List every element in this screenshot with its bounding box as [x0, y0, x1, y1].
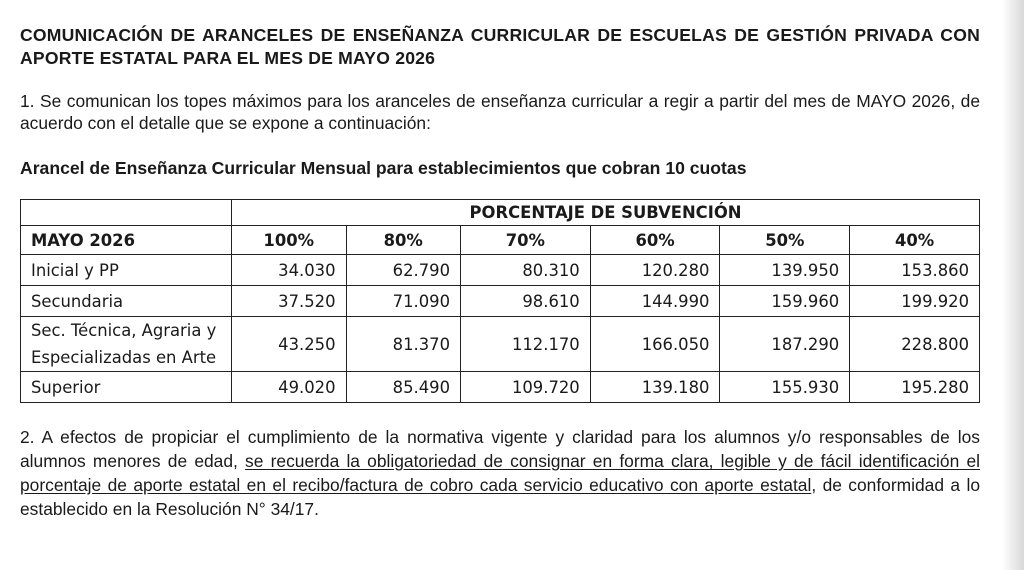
row-label: Inicial y PP: [21, 255, 232, 286]
tariff-table: [20, 199, 980, 403]
table-header-row: [21, 226, 980, 255]
paragraph-2: [20, 425, 980, 521]
table-cell: 139.180: [590, 372, 720, 403]
table-cell: 120.280: [590, 255, 720, 286]
row-label: Superior: [21, 372, 232, 403]
column-header: 60%: [590, 226, 720, 255]
table-row: [21, 286, 980, 317]
table-cell: 49.020: [232, 372, 347, 403]
table-cell: 98.610: [461, 286, 591, 317]
paragraph-1: 1. Se comunican los topes máximos para los aranceles de enseñanza curricular a regir a partir del mes de MAYO 2026, de acuerdo con el detalle que se expone a continuación:: [20, 91, 980, 133]
table-cell: 85.490: [346, 372, 461, 403]
table-cell: 81.370: [346, 317, 461, 372]
table-cell: 159.960: [720, 286, 850, 317]
table-cell: 187.290: [720, 317, 850, 372]
column-header: 50%: [720, 226, 850, 255]
table-cell: 199.920: [850, 286, 980, 317]
table-cell: 80.310: [461, 255, 591, 286]
table-cell: 144.990: [590, 286, 720, 317]
table-cell: 34.030: [232, 255, 347, 286]
table-cell: 228.800: [850, 317, 980, 372]
table-cell: 195.280: [850, 372, 980, 403]
paragraph-2-end: , de conformidad a lo establecido en la Resolución N° 34/17.: [20, 475, 980, 519]
table-cell: 109.720: [461, 372, 591, 403]
table-row: [21, 372, 980, 403]
table-cell: 153.860: [850, 255, 980, 286]
paragraph-2-start: 2. A efectos de propiciar el cumplimiento de la normativa vigente y claridad para los alumnos y/o responsables de los alumnos menores de edad,: [20, 427, 980, 471]
table-row: [21, 255, 980, 286]
table-cell: 139.950: [720, 255, 850, 286]
page-edge-shadow: [1002, 0, 1024, 570]
corner-label: MAYO 2026: [21, 226, 232, 255]
table-cell: 62.790: [346, 255, 461, 286]
table-title: Arancel de Enseñanza Curricular Mensual para establecimientos que cobran 10 cuotas: [20, 158, 747, 178]
table-cell: 112.170: [461, 317, 591, 372]
table-cell: 71.090: [346, 286, 461, 317]
table-row: [21, 317, 980, 372]
paragraph-2-underlined: se recuerda la obligatoriedad de consignar en forma clara, legible y de fácil identificación el porcentaje de aporte estatal en el recibo/factura de cobro cada servicio educativo con aporte estatal: [20, 451, 980, 495]
table-cell: 43.250: [232, 317, 347, 372]
table-span-header-row: [21, 200, 980, 226]
column-header: 70%: [461, 226, 591, 255]
table-cell: 37.520: [232, 286, 347, 317]
document-page: [20, 24, 980, 521]
column-header: 100%: [232, 226, 347, 255]
table-cell: 155.930: [720, 372, 850, 403]
subsidy-percentage-header: PORCENTAJE DE SUBVENCIÓN: [232, 200, 980, 226]
table-corner-empty-cell: [21, 200, 232, 226]
document-title: COMUNICACIÓN DE ARANCELES DE ENSEÑANZA CURRICULAR DE ESCUELAS DE GESTIÓN PRIVADA CON APORTE ESTATAL PARA EL MES DE MAYO 2026: [20, 25, 980, 68]
column-header: 40%: [850, 226, 980, 255]
row-label: Secundaria: [21, 286, 232, 317]
table-cell: 166.050: [590, 317, 720, 372]
column-header: 80%: [346, 226, 461, 255]
row-label: Sec. Técnica, Agraria y Especializadas en Arte: [21, 317, 232, 372]
